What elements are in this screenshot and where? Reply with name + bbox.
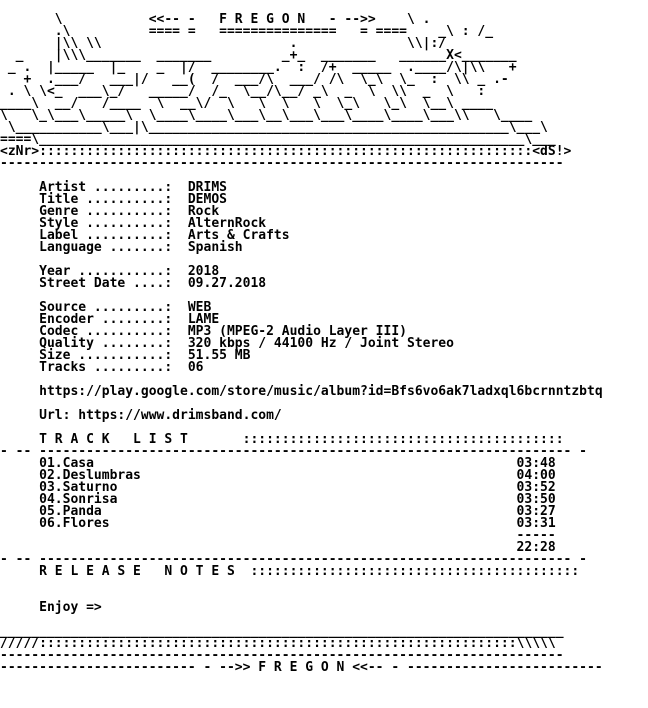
- nfo-line: \___________\___|\______________________________________________\___\: [0, 120, 548, 135]
- nfo-line: Url: https://www.drimsband.com/: [0, 408, 282, 423]
- nfo-line: 03.Saturno 03:52: [0, 480, 556, 495]
- nfo-line: 22:28: [0, 540, 556, 555]
- nfo-line: Tracks .........: 06: [0, 360, 204, 375]
- nfo-line: -----: [0, 528, 556, 543]
- nfo-line: 01.Casa 03:48: [0, 456, 556, 471]
- nfo-line: 04.Sonrisa 03:50: [0, 492, 556, 507]
- nfo-line: Size ...........: 51.55 MB: [0, 348, 251, 363]
- nfo-line: Source .........: WEB: [0, 300, 212, 315]
- nfo-line: _ . |_____ |_ _ |/ ________. : /+ _____ .____/\|\\ +: [0, 60, 517, 75]
- nfo-line: 02.Deslumbras 04:00: [0, 468, 556, 483]
- nfo-line: [0, 578, 603, 590]
- nfo-line: 06.Flores 03:31: [0, 516, 556, 531]
- nfo-line: . \ \<_ ___\_/ _____/ /_ \__/\__/ _\ _ \ \\ _ \ :: [0, 84, 486, 99]
- nfo-line: Title ..........: DEMOS: [0, 192, 227, 207]
- nfo-line: R E L E A S E N O T E S ::::::::::::::::::::::::::::::::::::::::::: [0, 564, 580, 579]
- nfo-line: Quality ........: 320 kbps / 44100 Hz / Joint Stereo: [0, 336, 454, 351]
- nfo-line: Year ...........: 2018: [0, 264, 220, 279]
- nfo-line: |\\ \\ . \\|:/: [0, 36, 447, 51]
- nfo-line: https://play.google.com/store/music/album?id=Bfs6vo6ak7ladxql6bcrnntzbtq: [0, 384, 603, 399]
- nfo-line: Genre ..........: Rock: [0, 204, 220, 219]
- nfo-line: - -- -------------------------------------------------------------------- -: [0, 552, 587, 567]
- nfo-line: _ |\\\_______ _______ _+_ _______ ______X<_______: [0, 48, 517, 63]
- nfo-line: 05.Panda 03:27: [0, 504, 556, 519]
- nfo-line: Enjoy =>: [0, 600, 102, 615]
- nfo-line: \ \_\___\_____\ \____\____\___\__\___\___\____\____\___\\ \____: [0, 108, 533, 123]
- nfo-line: ------------------------------------------------------------------------: [0, 156, 564, 171]
- nfo-line: T R A C K L I S T :::::::::::::::::::::::::::::::::::::::::: [0, 432, 564, 447]
- nfo-line: ____\ __/ /____ \ __\/ \ \ \ \ \_\ \_\ \__\ ____: [0, 96, 494, 111]
- nfo-line: Codec ..........: MP3 (MPEG-2 Audio Layer III): [0, 324, 407, 339]
- nfo-line: .\ ==== = =============== = ==== _\ : /_: [0, 24, 494, 39]
- nfo-line: Encoder ........: LAME: [0, 312, 220, 327]
- nfo-line: /////:::::::::::::::::::::::::::::::::::::::::::::::::::::::::::::\\\\\: [0, 636, 556, 651]
- nfo-line: <zNr>:::::::::::::::::::::::::::::::::::::::::::::::::::::::::::::::<dS!>: [0, 144, 572, 159]
- nfo-line: - -- -------------------------------------------------------------------- -: [0, 444, 587, 459]
- nfo-line: Artist .........: DRIMS: [0, 180, 227, 195]
- nfo-line: \ <<-- - F R E G O N - -->> \ .: [0, 12, 431, 27]
- nfo-line: ------------------------------------------------------------------------: [0, 648, 564, 663]
- nfo-line: Label ..........: Arts & Crafts: [0, 228, 290, 243]
- nfo-line: Style ..........: AlternRock: [0, 216, 267, 231]
- nfo-text: [0, 14, 603, 674]
- nfo-line: ________________________________________________________________________: [0, 624, 564, 639]
- nfo-line: ====\______________________________________________________________\___: [0, 132, 556, 147]
- nfo-line: Street Date ....: 09.27.2018: [0, 276, 267, 291]
- nfo-line: ------------------------- - -->> F R E G O N <<-- - -------------------------: [0, 660, 603, 675]
- nfo-line: Language .......: Spanish: [0, 240, 243, 255]
- nfo-line: + .___/ ___|/ __( / ___/\ ___/ /\ \_\ \_ : \\ _ .-: [0, 72, 509, 87]
